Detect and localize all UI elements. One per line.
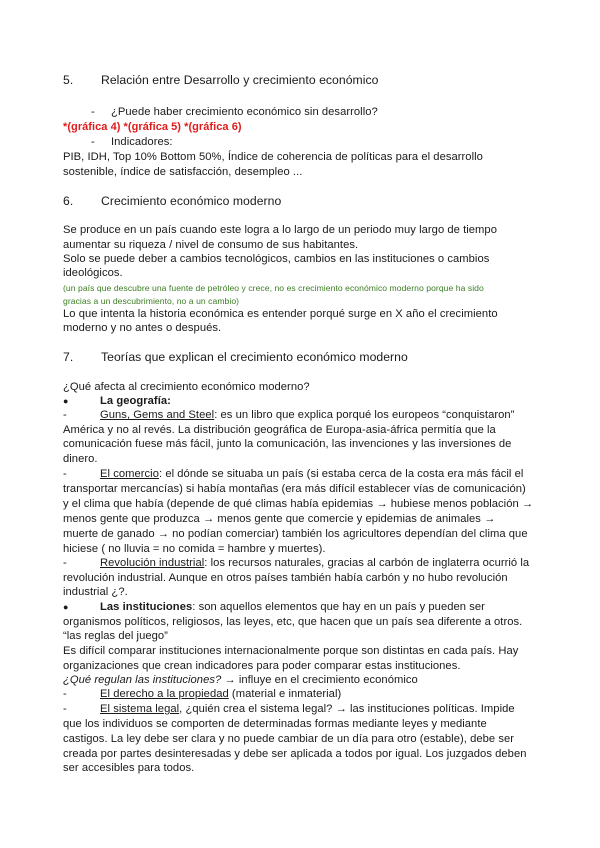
section-number: 5. — [63, 73, 74, 87]
paragraph-line: ideológicos. — [63, 267, 123, 279]
list-item-revolucion: - Revolución industrial: los recursos naturales, gracias al carbón de inglaterra ocurrió la — [63, 557, 530, 569]
section-7-heading — [63, 350, 408, 364]
paragraph-line: América y no al revés. La distribución geográfica de Europa-asia-áfrica permitía que la — [63, 424, 496, 436]
bullet-geografia: ● La geografía: — [63, 395, 171, 407]
note-line: gracias a un descubrimiento, no a un cambio) — [63, 296, 240, 306]
paragraph-line: Lo que intenta la historia económica es entender porqué surge en X año el crecimiento — [63, 308, 498, 320]
paragraph-line: dinero. — [63, 453, 98, 465]
paragraph-line: creada por partes desinteresadas y debe ser aplicada a todos por igual. Los juzgados deben — [63, 748, 527, 760]
list-item-comercio: - El comercio: el dónde se situaba un país (si estaba cerca de la costa era más fácil el — [63, 468, 524, 480]
indicators-label: - Indicadores: — [91, 136, 173, 148]
note-line: (un país que descubre una fuente de petróleo y crece, no es crecimiento económico moderno porque ha sido — [63, 283, 484, 293]
bullet-instituciones: ● Las instituciones: son aquellos elementos que hay en un país y pueden ser — [63, 601, 485, 613]
paragraph-line: hiciese ( no lluvia = no comida = hambre y muertes). — [63, 543, 326, 555]
list-item-sistema-legal: - El sistema legal, ¿quién crea el sistema legal? → las instituciones políticas. Impide — [63, 703, 515, 715]
question-line: ¿Qué afecta al crecimiento económico moderno? — [63, 381, 310, 393]
paragraph-line: castigos. La ley debe ser clara y no puede cambiar de un día para otro (estable), debe ser — [63, 733, 515, 745]
section-number: 7. — [63, 350, 74, 364]
list-item-derecho: - El derecho a la propiedad (material e inmaterial) — [63, 688, 342, 700]
paragraph-line: moderno y no antes o después. — [63, 322, 222, 334]
paragraph-line: comunicación fuese más fácil, junto la comunicación, las invenciones y las inversiones de — [63, 438, 512, 450]
paragraph-line: organizaciones que crean indicadores para poder comparar estas instituciones. — [63, 660, 461, 672]
paragraph-line: muerte de ganado → no podían comerciar) también los agricultores dependían del clima que — [63, 528, 528, 540]
section-title: Relación entre Desarrollo y crecimiento económico — [101, 73, 379, 87]
paragraph-line: aumentar su riqueza / nivel de consumo de sus habitantes. — [63, 239, 359, 251]
section-6-heading — [63, 194, 281, 208]
paragraph-line: revolución industrial. Aunque en otros países también había carbón y no hubo revolución — [63, 572, 508, 584]
indicators-text-line: sostenible, índice de satisfacción, desempleo ... — [63, 166, 303, 178]
paragraph-line: “las reglas del juego” — [63, 630, 168, 642]
question-item: - ¿Puede haber crecimiento económico sin desarrollo? — [91, 106, 378, 118]
graph-references: *(gráfica 4) *(gráfica 5) *(gráfica 6) — [63, 121, 242, 133]
section-number: 6. — [63, 194, 74, 208]
paragraph-line: organismos políticos, religiosos, las leyes, etc, que hacen que un país sea diferente a otros. — [63, 616, 523, 628]
paragraph-line: y el clima que había (depende de qué climas había epidemias → hubiese menos población → — [63, 498, 534, 510]
section-5-heading — [63, 73, 378, 87]
bullet-icon: ● — [63, 396, 69, 406]
paragraph-line: industrial ¿?. — [63, 586, 128, 598]
paragraph-line: Se produce en un país cuando este logra a lo largo de un periodo muy largo de tiempo — [63, 224, 497, 236]
paragraph-line: menos gente que produzca → menos gente que comercie y epidemias de animales → — [63, 513, 496, 525]
section-title: Crecimiento económico moderno — [101, 194, 282, 208]
indicators-text-line: PIB, IDH, Top 10% Bottom 50%, Índice de coherencia de políticas para el desarrollo — [63, 151, 483, 163]
paragraph-line: ser accesibles para todos. — [63, 762, 195, 774]
list-item-guns: - Guns, Gems and Steel: es un libro que explica porqué los europeos “conquistaron” — [63, 409, 515, 421]
paragraph-line: Es difícil comparar instituciones internacionalmente porque son distintas en cada país. Hay — [63, 645, 519, 657]
paragraph-line: Solo se puede deber a cambios tecnológicos, cambios en las instituciones o cambios — [63, 253, 490, 265]
paragraph-line: que los individuos se comporten de determinadas formas mediante leyes y mediante — [63, 718, 487, 730]
section-title: Teorías que explican el crecimiento económico moderno — [101, 350, 408, 364]
bullet-icon: ● — [63, 602, 69, 612]
paragraph-line: transportar mercancías) si había montañas (era más difícil establecer vías de comunicación) — [63, 483, 526, 495]
regulate-question-line: ¿Qué regulan las instituciones? → influye en el crecimiento económico — [63, 674, 418, 686]
